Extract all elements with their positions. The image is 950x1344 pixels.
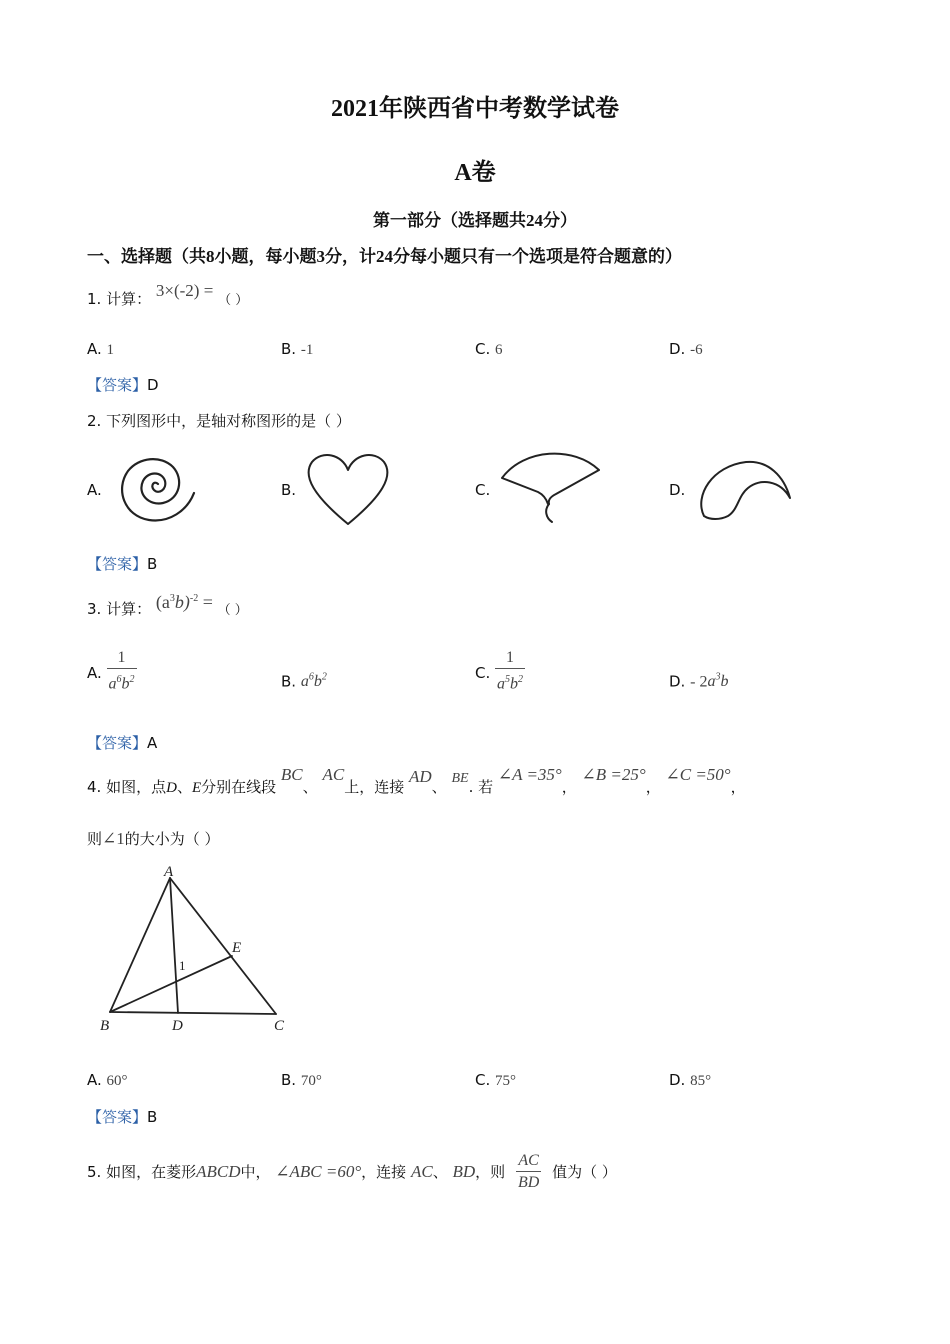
label-angle-1: 1 — [179, 958, 186, 973]
q4-answer: 【答案】B — [87, 1108, 158, 1126]
paper-label: A卷 — [454, 160, 496, 186]
q1-option-a[interactable]: A. 1 — [87, 340, 115, 358]
question-5-stem: 5. 如图，在菱形ABCD中， ∠ABC =60°，连接 AC、 BD，则 $\frac{AC}{BD}$ 值为（ ） — [87, 1140, 617, 1204]
q2-option-b[interactable]: B. — [281, 481, 297, 499]
q3-option-b[interactable]: B. $a^6b^2$ — [281, 672, 327, 691]
question-2-stem: 2. 下列图形中，是轴对称图形的是（ ） — [87, 412, 351, 430]
q3-option-a[interactable]: A. $\frac{1}{a^6b^2}$ — [87, 648, 137, 695]
q1-option-c[interactable]: C. 6 — [475, 340, 503, 358]
q3-option-c-fraction: $\frac{1}{a^5b^2}$ — [495, 648, 525, 695]
q2-option-c[interactable]: C. — [475, 481, 491, 499]
side-ac — [170, 878, 276, 1014]
q3-option-a-fraction: $\frac{1}{a^6b^2}$ — [107, 648, 137, 695]
q4-option-b[interactable]: B. 70° — [281, 1071, 322, 1089]
q2-option-a[interactable]: A. — [87, 481, 102, 499]
label-e: E — [232, 940, 242, 956]
q1-expression: 3×(-2) = — [155, 281, 214, 300]
triangle-figure — [96, 858, 296, 1038]
q1-option-d[interactable]: D. -6 — [669, 340, 703, 358]
paper-title: 2021年陕西省中考数学试卷 — [331, 96, 619, 122]
q1-option-b[interactable]: B. -1 — [281, 340, 314, 358]
fan-icon — [496, 442, 606, 528]
question-4-stem: 4. 如图，点D、E分别在线段 BC、 AC上，连接 AD、 BE. 若 ∠A =35°， ∠B =25°， ∠C =50°， — [87, 765, 746, 796]
q1-answer: 【答案】D — [87, 376, 159, 394]
q2-answer: 【答案】B — [87, 555, 158, 573]
q4-option-a[interactable]: A. 60° — [87, 1071, 128, 1089]
question-4-stem-line2: 则∠1的大小为（ ） — [87, 829, 220, 848]
label-c: C — [274, 1018, 285, 1034]
q2-option-d[interactable]: D. — [669, 481, 686, 499]
q4-option-d[interactable]: D. 85° — [669, 1071, 712, 1089]
side-bc — [110, 1012, 276, 1014]
side-ab — [110, 878, 170, 1012]
q3-option-d[interactable]: D. - $2a^3b$ — [669, 672, 729, 691]
q3-answer: 【答案】A — [87, 734, 158, 752]
q5-fraction: $\frac{AC}{BD}$ — [516, 1151, 541, 1194]
heart-icon — [304, 448, 392, 528]
label-b: B — [100, 1018, 110, 1034]
section-heading: 一、选择题（共8小题，每小题3分，计24分每小题只有一个选项是符合题意的） — [87, 247, 682, 266]
segment-ad — [170, 878, 178, 1013]
segment-be — [110, 956, 232, 1012]
label-d: D — [172, 1018, 183, 1034]
spiral-icon — [112, 444, 204, 524]
q4-option-c[interactable]: C. 75° — [475, 1071, 517, 1089]
q3-option-c[interactable]: C. $\frac{1}{a^5b^2}$ — [475, 648, 525, 695]
label-a: A — [164, 864, 174, 880]
part-heading: 第一部分（选择题共24分） — [373, 211, 577, 230]
question-3-stem: 3. 计算： $(a^3b)^{-2}$ = （ ） — [87, 592, 248, 618]
wave-icon — [692, 452, 796, 524]
question-1-stem: 1. 计算： 3×(-2) = （ ） — [87, 281, 249, 308]
